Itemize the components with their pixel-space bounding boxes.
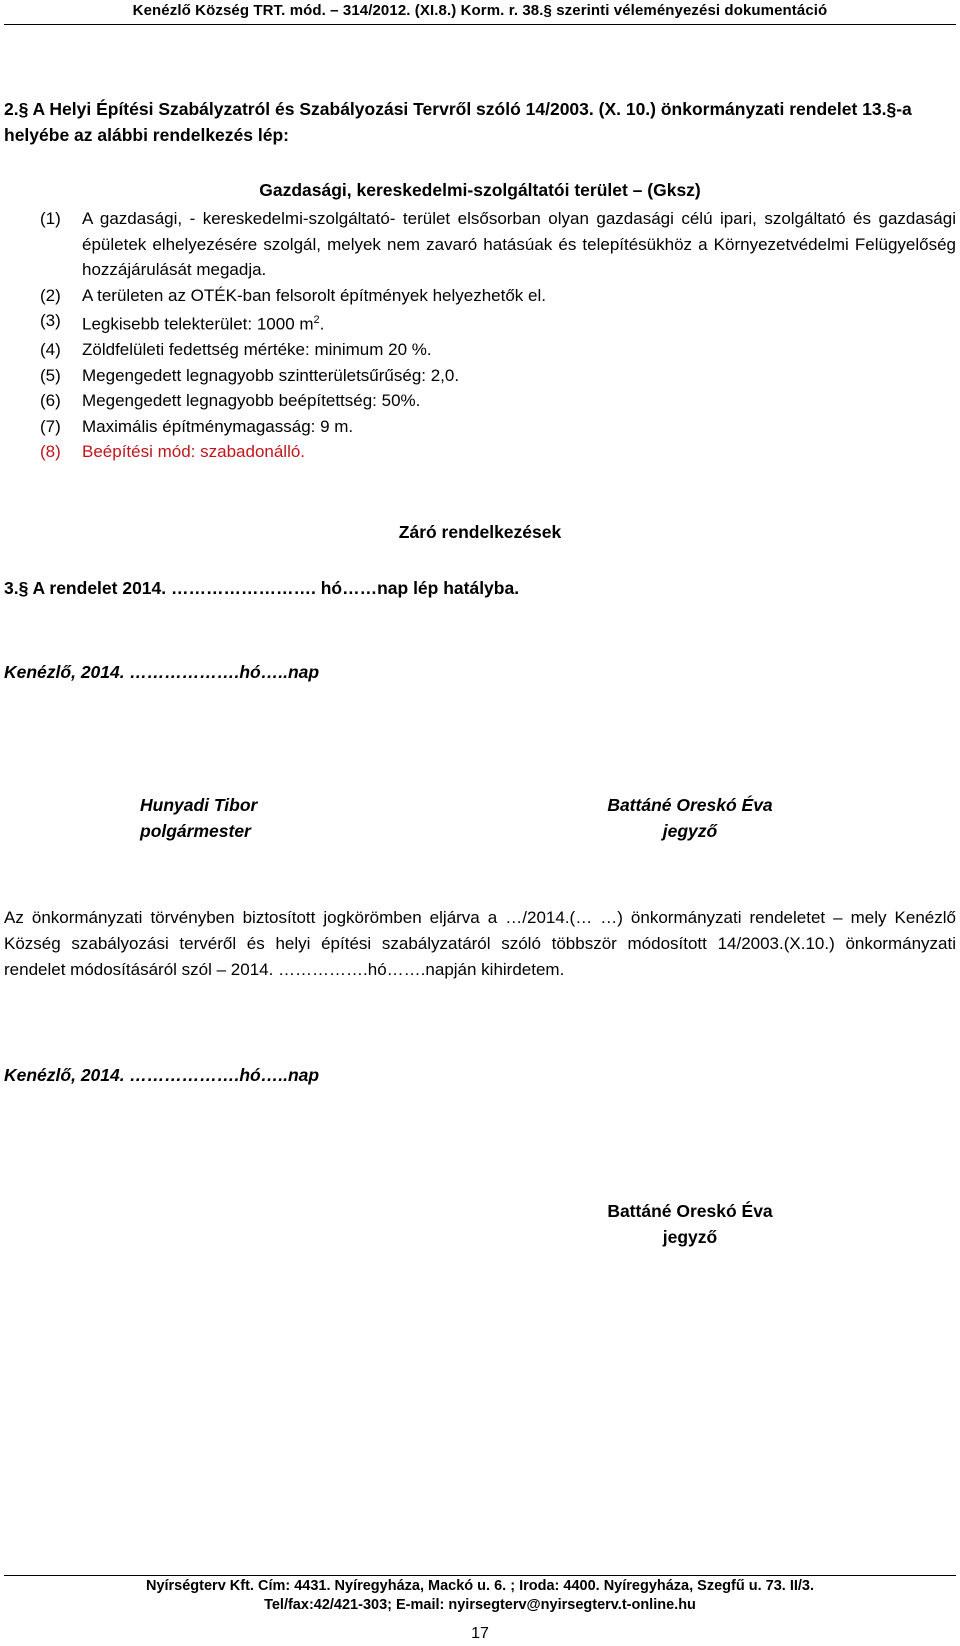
final-notary-signature bbox=[590, 1198, 790, 1250]
date-line: Kenézlő, 2014. ……………….hó…..nap bbox=[4, 662, 320, 682]
clause-8-highlighted bbox=[40, 439, 956, 465]
zone-title: Gazdasági, kereskedelmi-szolgáltatói terület – (Gksz) bbox=[259, 180, 701, 200]
clause-superscript: 2 bbox=[313, 314, 320, 326]
notary-signature bbox=[590, 792, 790, 844]
header-divider bbox=[4, 24, 956, 25]
notary-name: Battáné Oreskó Éva bbox=[607, 795, 773, 815]
clause-text: Zöldfelületi fedettség mértéke: minimum 20 %. bbox=[82, 340, 432, 360]
amendment-intro: 2.§ A Helyi Építési Szabályzatról és Szabályozási Tervről szóló 14/2003. (X. 10.) önkormányzati rendelet 13.§-a helyébe az alábbi rendelkezés lép: bbox=[4, 99, 912, 145]
clause-3 bbox=[40, 308, 956, 337]
page-header: Kenézlő Község TRT. mód. – 314/2012. (XI.8.) Korm. r. 38.§ szerinti véleményezési dokumentáció bbox=[132, 2, 828, 19]
footer-contact: Tel/fax:42/421-303; E-mail: nyirsegterv@nyirsegterv.t-online.hu bbox=[264, 1597, 696, 1613]
clause-number: (1) bbox=[40, 209, 61, 228]
clause-6 bbox=[40, 388, 956, 414]
clause-number: (4) bbox=[40, 340, 61, 360]
closing-title: Záró rendelkezések bbox=[398, 522, 562, 542]
clause-text: Megengedett legnagyobb beépítettség: 50%. bbox=[82, 391, 421, 411]
clause-text-wrapper bbox=[82, 308, 956, 337]
clause-number: (2) bbox=[40, 285, 61, 305]
date-line-second: Kenézlő, 2014. ……………….hó…..nap bbox=[4, 1065, 320, 1085]
clause-1 bbox=[40, 206, 956, 283]
final-notary-name: Battáné Oreskó Éva bbox=[607, 1201, 773, 1221]
clause-number: (8) bbox=[40, 442, 61, 462]
notary-title: jegyző bbox=[662, 821, 718, 841]
clause-text: A területen az OTÉK-ban felsorolt építmények helyezhetők el. bbox=[82, 285, 546, 305]
clause-4 bbox=[40, 337, 956, 363]
clause-2 bbox=[40, 283, 956, 309]
clause-text: Legkisebb telekterület: 1000 m bbox=[82, 314, 314, 334]
clause-text: Megengedett legnagyobb szintterületsűrűség: 2,0. bbox=[82, 365, 460, 385]
mayor-title: polgármester bbox=[140, 821, 251, 841]
zone-clauses bbox=[40, 206, 956, 465]
clause-text: Maximális építménymagasság: 9 m. bbox=[82, 416, 354, 436]
clause-number: (5) bbox=[40, 365, 61, 385]
clause-suffix: . bbox=[319, 314, 325, 334]
mayor-name: Hunyadi Tibor bbox=[140, 795, 258, 815]
footer-address: Nyírségterv Kft. Cím: 4431. Nyíregyháza, Mackó u. 6. ; Iroda: 4400. Nyíregyháza, Szegfű u. 73. II/3. bbox=[145, 1578, 815, 1594]
clause-number: (3) bbox=[40, 311, 61, 330]
clause-text: A gazdasági, - kereskedelmi-szolgáltató- terület elsősorban olyan gazdasági célú ipari, szolgáltató és gazdasági épületek elhelyezésére szolgál, melyek nem zavaró hatásúak és telepítésükhöz a Környezetvédelmi Felügyelőség hozzájárulását megadja. bbox=[82, 209, 956, 279]
clause-text: Beépítési mód: szabadonálló. bbox=[82, 442, 306, 462]
clause-7 bbox=[40, 414, 956, 440]
promulgation-text: Az önkormányzati törvényben biztosított jogkörömben eljárva a …/2014.(… …) önkormányzati rendeletet – mely Kenézlő Község szabályozási tervéről és helyi építési szabályzatáról szóló többször módosított 14/2003.(X.10.) önkormányzati rendelet módosításáról szól – 2014. …………….hó…….napján kihirdetem. bbox=[4, 908, 956, 979]
clause-number: (7) bbox=[40, 416, 61, 436]
effective-date-clause: 3.§ A rendelet 2014. ……………………. hó……nap lép hatályba. bbox=[4, 578, 520, 598]
mayor-signature bbox=[140, 792, 290, 844]
clause-5 bbox=[40, 363, 956, 389]
page-number: 17 bbox=[471, 1625, 489, 1642]
clause-number: (6) bbox=[40, 391, 61, 411]
footer-divider bbox=[4, 1575, 956, 1576]
final-notary-title: jegyző bbox=[662, 1227, 718, 1247]
